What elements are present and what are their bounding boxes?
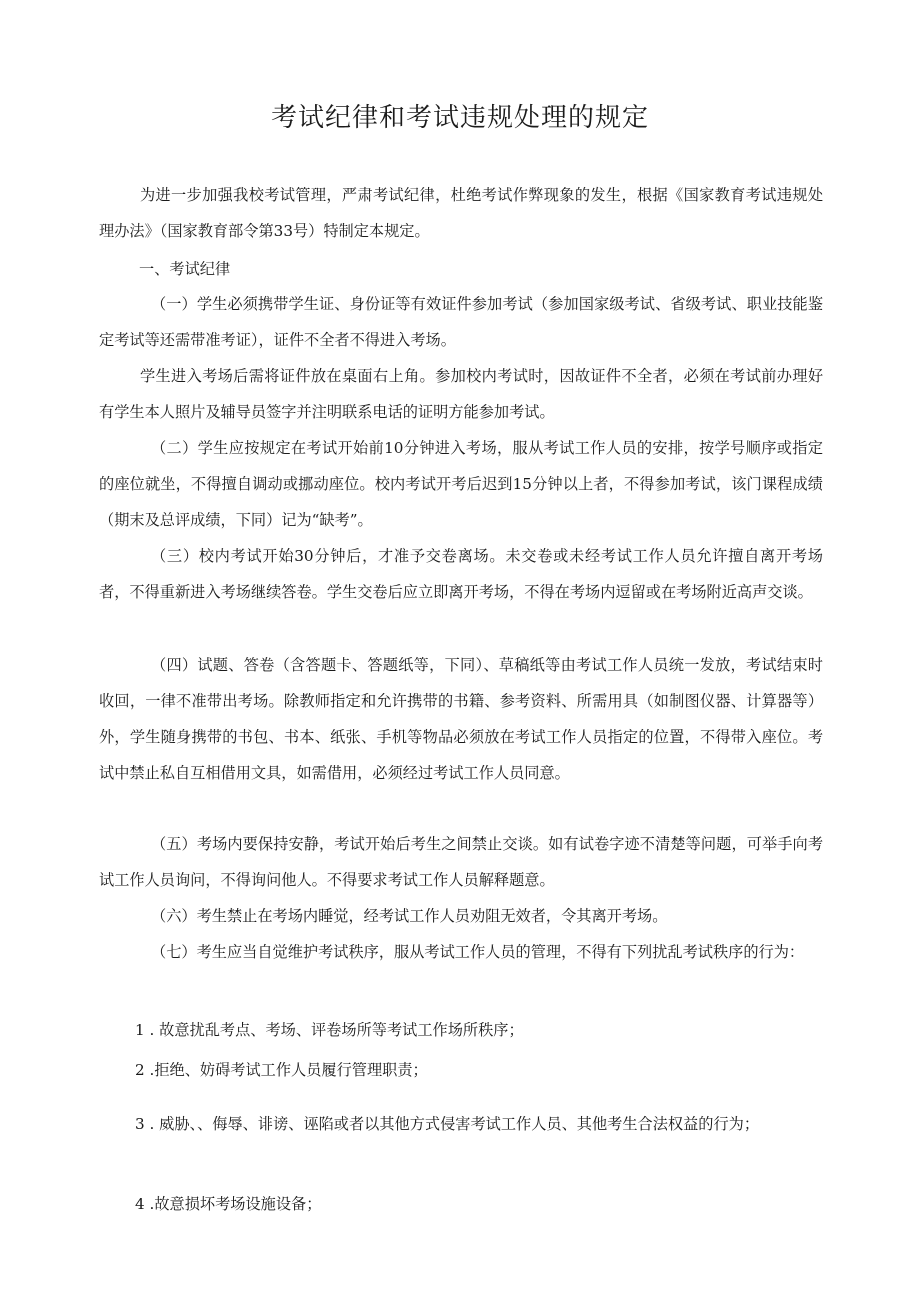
rule-item-1: （一）学生必须携带学生证、身份证等有效证件参加考试（参加国家级考试、省级考试、职业技能鉴定考试等还需带准考证），证件不全者不得进入考场。 [99,295,823,349]
list-item: 4 .故意损坏考场设施设备； [135,1195,322,1213]
rule-item-4: （四）试题、答卷（含答题卡、答题纸等，下同）、草稿纸等由考试工作人员统一发放，考试结束时收回，一律不准带出考场。除教师指定和允许携带的书籍、参考资料、所需用具（如制图仪器、计算器等）外，学生随身携带的书包、书本、纸张、手机等物品必须放在考试工作人员指定的位置，不得带入座位。考试中禁止私自互相借用文具，如需借用，必须经过考试工作人员同意。 [99,656,823,782]
list-item: 3 . 威胁、、侮辱、诽谤、诬陷或者以其他方式侵害考试工作人员、其他考生合法权益的行为； [135,1115,760,1133]
list-item: 1 . 故意扰乱考点、考场、评卷场所等考试工作场所秩序； [135,1021,524,1039]
list-item: 2 .拒绝、妨碍考试工作人员履行管理职责； [135,1061,428,1079]
rule-item-5: （五）考场内要保持安静，考试开始后考生之间禁止交谈。如有试卷字迹不清楚等问题，可举手向考试工作人员询问，不得询问他人。不得要求考试工作人员解释题意。 [99,835,823,889]
rule-item-1-continued: 学生进入考场后需将证件放在桌面右上角。参加校内考试时，因故证件不全者，必须在考试前办理好有学生本人照片及辅导员签字并注明联系电话的证明方能参加考试。 [99,367,823,421]
document-title: 考试纪律和考试违规处理的规定 [270,103,649,133]
rule-item-3: （三）校内考试开始30分钟后，才准予交卷离场。未交卷或未经考试工作人员允许擅自离开考场者，不得重新进入考场继续答卷。学生交卷后应立即离开考场，不得在考场内逗留或在考场附近高声交谈。 [99,547,823,601]
intro-paragraph: 为进一步加强我校考试管理，严肃考试纪律，杜绝考试作弊现象的发生，根据《国家教育考试违规处理办法》（国家教育部令第33号）特制定本规定。 [99,186,823,240]
rule-item-2: （二）学生应按规定在考试开始前10分钟进入考场，服从考试工作人员的安排，按学号顺序或指定的座位就坐，不得擅自调动或挪动座位。校内考试开考后迟到15分钟以上者，不得参加考试，该门课程成绩（期末及总评成绩，下同）记为“缺考”。 [99,439,823,529]
rule-item-6: （六）考生禁止在考场内睡觉，经考试工作人员劝阻无效者，令其离开考场。 [151,907,668,925]
rule-item-7: （七）考生应当自觉维护考试秩序，服从考试工作人员的管理，不得有下列扰乱考试秩序的行为： [151,943,805,961]
section-heading-exam-discipline: 一、考试纪律 [139,260,231,278]
